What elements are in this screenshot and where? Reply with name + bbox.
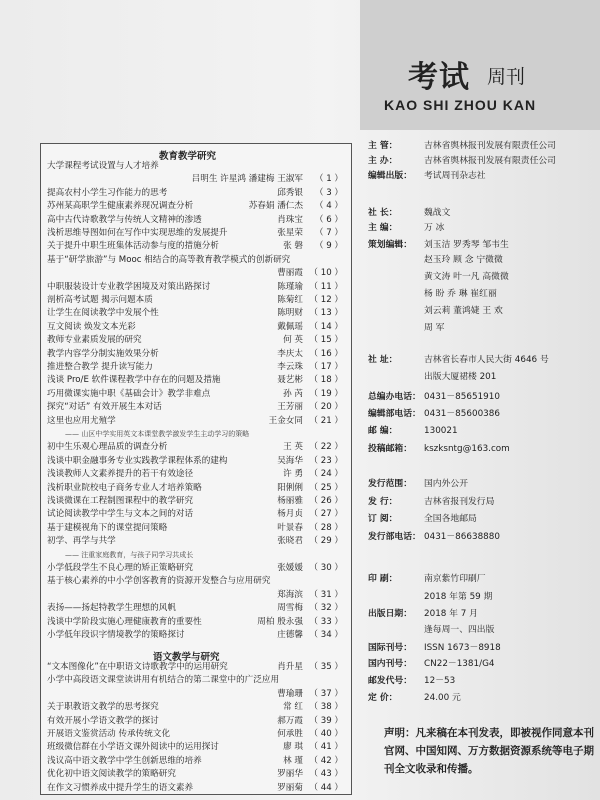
toc-title: 浅析思维导图如何在写作中实现思维的发展提升 <box>47 228 228 238</box>
info-value: 出版大厦裙楼 201 <box>424 372 497 382</box>
info-label: 国际刊号： <box>368 643 412 653</box>
toc-page-number: （ 32 ） <box>309 603 343 614</box>
toc-page-number: （ 25 ） <box>309 482 343 493</box>
toc-title: 苏州某高职学生健康素养现况调查分析 <box>47 201 194 212</box>
toc-authors: 肖珠宝 <box>277 214 303 225</box>
toc-authors: 陈菊红 <box>277 295 303 305</box>
toc-page-number: （ 12 ） <box>309 295 343 305</box>
toc-entry <box>47 576 343 586</box>
info-value: 全国各地邮局 <box>424 514 477 524</box>
toc-page-number: （ 10 ） <box>309 268 343 279</box>
toc-entry <box>47 416 343 426</box>
toc-page-number: （ 33 ） <box>309 616 343 627</box>
info-value: 逢每周一、四出版 <box>424 625 495 635</box>
magazine-title: 考试 <box>408 60 470 95</box>
toc-page-number: （ 40 ） <box>309 729 343 739</box>
info-value: ISSN 1673－8918 <box>424 643 501 653</box>
toc-title: 大学课程考试设置与人才培养 <box>47 161 159 171</box>
toc-title: 基于建模视角下的课堂提问策略 <box>47 522 168 533</box>
toc-title: 小学低年段识字情境教学的策略探讨 <box>47 630 185 640</box>
toc-page-number: （ 19 ） <box>309 388 343 399</box>
toc-authors: 吴海华 <box>277 455 303 466</box>
info-label: 总编办电话： <box>368 392 421 402</box>
info-value: 周 军 <box>424 323 445 333</box>
toc-authors: 郑海滨 <box>277 589 303 600</box>
toc-entry <box>47 442 343 452</box>
info-label: 主 办： <box>368 156 398 166</box>
toc-authors: 陈瑾瑜 <box>277 281 303 292</box>
toc-title: 互文阅读 焕发文本光彩 <box>47 321 136 332</box>
info-value: 24.00 元 <box>424 693 461 703</box>
toc-authors: 戴佩瑶 <box>277 321 303 332</box>
toc-title: —— 山区中学实用英文本课堂教学激发学生主动学习的策略 <box>65 430 250 438</box>
toc-authors: 罗丽菊 <box>277 782 303 793</box>
toc-entry <box>47 456 343 466</box>
info-row <box>368 529 500 542</box>
info-label: 编辑出版： <box>368 171 412 181</box>
toc-title: 关于提升中职生班集体活动参与度的措施分析 <box>47 241 219 252</box>
toc-page-number: （ 41 ） <box>309 742 343 753</box>
info-value: 吉林省舆林报刊发展有限责任公司 <box>424 156 556 166</box>
toc-title: 浅议高中语文教学中学生创新思维的培养 <box>47 755 202 766</box>
toc-page-number: （ 13 ） <box>309 308 343 319</box>
toc-entry <box>47 349 343 359</box>
info-value: 国内外公开 <box>424 479 468 489</box>
info-value: 万 冰 <box>424 223 445 233</box>
toc-title: “文本图像化”在中职语文诗歌教学中的运用研究 <box>47 662 228 672</box>
toc-title: 有效开展小学语文教学的探讨 <box>47 715 159 726</box>
toc-authors: 曹瑜珊 <box>277 688 303 699</box>
toc-entry <box>47 617 343 627</box>
info-label: 投稿邮箱： <box>368 444 412 454</box>
magazine-subtitle: 周刊 <box>487 66 526 88</box>
toc-page-number: （ 20 ） <box>309 402 343 413</box>
info-label: 国内刊号： <box>368 659 412 669</box>
toc-entry <box>47 241 343 251</box>
toc-entry <box>47 282 343 292</box>
info-row <box>368 205 450 218</box>
toc-page-number: （ 4 ） <box>314 201 343 212</box>
toc-title: 小学中高段语文课堂读讲用有机结合的第二课堂中的广泛应用 <box>47 675 280 686</box>
toc-title: 浅谈微课在工程制图课程中的教学研究 <box>47 496 194 506</box>
toc-entry <box>47 742 343 752</box>
toc-title: 表扬——扬起特教学生理想的风帆 <box>47 603 176 614</box>
toc-title: 基于“研学旅游”与 Mooc 相结合的高等教育教学模式的创新研究 <box>47 254 291 265</box>
info-row <box>368 269 509 282</box>
info-value: 黄文涛 叶一凡 高微微 <box>424 272 509 282</box>
info-label: 社 址： <box>368 355 398 365</box>
info-row <box>368 622 494 635</box>
toc-authors: 李云珠 <box>277 362 303 372</box>
toc-title: 浅谈教师人文素养提升的若干有效途径 <box>47 469 194 480</box>
info-value: 考试周刊杂志社 <box>424 171 486 181</box>
toc-page-number: （ 27 ） <box>309 509 343 520</box>
toc-title: 中职服装设计专业教学困境及对策出路探讨 <box>47 281 211 292</box>
toc-entry <box>47 523 343 533</box>
toc-page-number: （ 29 ） <box>309 536 343 547</box>
toc-authors: 肖升星 <box>277 662 303 672</box>
toc-authors: 王芳丽 <box>277 402 303 413</box>
table-of-contents <box>40 143 352 795</box>
toc-authors: 曹丽霞 <box>277 268 303 279</box>
toc-title: 小学低段学生不良心理的矫正策略研究 <box>47 563 194 573</box>
toc-title: 基于核心素养的中小学创客教育的资源开发整合与应用研究 <box>47 576 271 587</box>
toc-entry <box>47 469 343 479</box>
toc-title: 关于职教语文教学的思考探究 <box>47 702 159 713</box>
info-label: 出版日期： <box>368 609 412 619</box>
toc-authors: 叶景春 <box>277 522 303 533</box>
toc-authors: 何 英 <box>283 335 303 346</box>
toc-entry <box>47 675 343 685</box>
toc-page-number: （ 3 ） <box>314 187 343 198</box>
toc-title: 提高农村小学生习作能力的思考 <box>47 187 168 198</box>
toc-entry <box>47 563 343 573</box>
toc-entry <box>47 630 343 640</box>
info-label: 主 管： <box>368 141 398 151</box>
info-row <box>368 673 455 686</box>
toc-page-number: （ 18 ） <box>309 375 343 386</box>
info-row <box>368 511 477 524</box>
toc-title: —— 注重家庭教育，与孩子同学习共成长 <box>65 550 194 559</box>
toc-entry <box>47 389 343 399</box>
toc-page-number: （ 37 ） <box>309 688 343 699</box>
toc-page-number: （ 23 ） <box>309 455 343 466</box>
toc-page-number: （ 17 ） <box>309 362 343 372</box>
info-label: 邮发代号： <box>368 676 412 686</box>
toc-title: 教师专业素质发展的研究 <box>47 335 142 346</box>
toc-entry <box>47 308 343 318</box>
section-heading-chinese: 语文教学与研究 <box>153 652 220 663</box>
info-value: 杨 盼 乔 琳 崔红丽 <box>424 289 497 299</box>
toc-page-number: （ 43 ） <box>309 769 343 780</box>
toc-authors: 李庆太 <box>277 348 303 359</box>
toc-page-number: （ 30 ） <box>309 563 343 573</box>
toc-page-number: （ 24 ） <box>309 469 343 480</box>
toc-authors: 王 英 <box>283 442 303 453</box>
info-row <box>368 138 556 151</box>
toc-entry <box>47 255 343 265</box>
toc-title: 巧用微课实施中职《基础会计》教学非难点 <box>47 388 211 399</box>
toc-authors: 庄德馨 <box>277 630 303 640</box>
toc-authors: 苏春娟 潘仁杰 <box>248 201 303 212</box>
toc-page-number: （ 14 ） <box>309 321 343 332</box>
toc-page-number: （ 16 ） <box>309 348 343 359</box>
toc-page-number: （ 39 ） <box>309 715 343 726</box>
info-label: 订 阅： <box>368 514 398 524</box>
toc-authors: 王金女同 <box>268 415 303 426</box>
info-value: 12－53 <box>424 676 456 686</box>
info-row <box>368 406 500 419</box>
toc-authors: 郝万霞 <box>277 715 303 726</box>
toc-authors: 孙 芮 <box>283 388 303 399</box>
toc-page-number: （ 22 ） <box>309 442 343 453</box>
toc-title: 让学生在阅读教学中发展个性 <box>47 308 159 319</box>
toc-page-number: （ 35 ） <box>309 662 343 672</box>
info-value: 吉林省报刊发行局 <box>424 497 495 507</box>
info-value: 赵玉玲 顾 念 宁微微 <box>424 255 503 265</box>
info-label: 主 编： <box>368 223 398 233</box>
toc-title: 这里也应用尤殖学 <box>47 415 116 426</box>
toc-authors: 张晓君 <box>277 536 303 547</box>
info-label: 印 刷： <box>368 574 398 584</box>
toc-title: 初学、再学与共学 <box>47 536 116 547</box>
info-value: 刘云莉 董鸿婕 王 欢 <box>424 306 503 316</box>
toc-title: 教学内容学分制实施效果分析 <box>47 348 159 359</box>
toc-title: 初中生乐观心理品质的调查分析 <box>47 442 168 453</box>
toc-entry <box>47 335 343 345</box>
toc-entry <box>47 215 343 225</box>
info-row <box>368 423 458 436</box>
info-row <box>368 389 500 402</box>
toc-authors: 张 磐 <box>283 241 303 252</box>
toc-entry <box>47 509 343 519</box>
magazine-pinyin: KAO SHI ZHOU KAN <box>384 97 537 113</box>
toc-authors: 邱秀银 <box>277 187 303 198</box>
info-label: 发 行： <box>368 497 398 507</box>
toc-title: 试论阅读教学中学生与文本之间的对话 <box>47 509 194 520</box>
info-row <box>368 476 468 489</box>
section-heading-teaching: 教育教学研究 <box>159 151 217 162</box>
toc-entry <box>47 322 343 332</box>
info-value: 2018 年第 59 期 <box>424 592 493 602</box>
toc-entry <box>47 550 343 560</box>
info-row <box>368 320 444 333</box>
toc-entry <box>47 201 343 211</box>
toc-title: 优化初中语文阅读教学的策略研究 <box>47 769 176 780</box>
toc-entry <box>47 228 343 238</box>
toc-page-number: （ 28 ） <box>309 522 343 533</box>
toc-authors: 周雪梅 <box>277 603 303 614</box>
toc-entry <box>47 603 343 613</box>
info-value: 0431－85600386 <box>424 409 500 419</box>
info-value: kszksntg@163.com <box>424 444 510 454</box>
info-row <box>368 369 496 382</box>
info-row <box>368 441 510 454</box>
info-value: 魏战文 <box>424 208 451 218</box>
toc-page-number: （ 9 ） <box>314 241 343 252</box>
info-row <box>368 352 549 365</box>
toc-authors: 常 红 <box>283 702 303 713</box>
toc-entry <box>47 769 343 779</box>
info-value: 吉林省舆林报刊发展有限责任公司 <box>424 141 556 151</box>
toc-authors: 聂艺彬 <box>277 375 303 386</box>
toc-page-number: （ 31 ） <box>309 589 343 600</box>
info-row <box>368 640 501 653</box>
info-row <box>368 286 497 299</box>
info-value: 0431－85651910 <box>424 392 500 402</box>
info-label: 发行范围： <box>368 479 412 489</box>
toc-authors: 阳俐俐 <box>277 482 303 493</box>
toc-title: 班级微信群在小学语文课外阅读中的运用探讨 <box>47 742 219 753</box>
toc-authors: 林 瑾 <box>283 755 303 766</box>
toc-authors: 周柏 殷永强 <box>257 616 303 627</box>
toc-entry <box>47 161 343 171</box>
toc-entry <box>47 295 343 305</box>
info-row <box>368 153 556 166</box>
info-label: 发行部电话： <box>368 532 421 542</box>
info-value: 吉林省长春市人民大街 4646 号 <box>424 355 549 365</box>
toc-entry <box>47 362 343 372</box>
info-row <box>368 303 503 316</box>
toc-title: 浅谈中学阶段实施心理健康教育的重要性 <box>47 616 202 627</box>
toc-entry <box>47 783 343 793</box>
info-row <box>368 606 478 619</box>
toc-title: 浅谈 Pro/E 软件课程教学中存在的问题及措施 <box>47 375 221 386</box>
info-row <box>368 252 503 265</box>
info-row <box>368 494 494 507</box>
toc-entry <box>47 402 343 412</box>
info-value: CN22－1381/G4 <box>424 659 495 669</box>
toc-authors: 陈明财 <box>277 308 303 319</box>
toc-authors: 张星荣 <box>277 228 303 238</box>
toc-title: 在作文习惯养成中提升学生的语文素养 <box>47 782 194 793</box>
info-row <box>368 571 486 584</box>
info-value: 130021 <box>424 426 458 436</box>
info-row <box>368 690 461 703</box>
toc-title: 高中古代诗歌教学与传统人文精神的渗透 <box>47 214 202 225</box>
toc-entry <box>47 496 343 506</box>
toc-authors: 吕明生 许星鸿 潘建梅 王淑军 <box>191 174 303 185</box>
toc-entry <box>47 729 343 739</box>
toc-authors: 许 勇 <box>283 469 303 480</box>
toc-page-number: （ 44 ） <box>309 782 343 793</box>
toc-entry <box>47 756 343 766</box>
toc-entry <box>47 536 343 546</box>
toc-entry <box>47 716 343 726</box>
toc-title: 推进整合教学 提升读写能力 <box>47 362 153 372</box>
info-value: 南京紫竹印刷厂 <box>424 574 486 584</box>
toc-page-number: （ 6 ） <box>314 214 343 225</box>
info-value: 0431－86638880 <box>424 532 500 542</box>
toc-authors: 廖 琪 <box>283 742 303 753</box>
info-row <box>368 589 492 602</box>
toc-page-number: （ 38 ） <box>309 702 343 713</box>
toc-authors: 罗丽华 <box>277 769 303 780</box>
info-row <box>368 168 486 181</box>
copyright-notice: 声明：凡来稿在本刊发表，即被视作同意本刊官网、中国知网、万方数据资源系统等电子期刊全文收录和传播。 <box>384 727 594 775</box>
toc-page-number: （ 26 ） <box>309 496 343 506</box>
info-row <box>368 237 509 250</box>
toc-title: 浅析职业院校电子商务专业人才培养策略 <box>47 482 202 493</box>
toc-entry <box>47 662 343 672</box>
toc-page-number: （ 15 ） <box>309 335 343 346</box>
info-value: 2018 年 7 月 <box>424 609 478 619</box>
toc-page-number: （ 1 ） <box>314 174 343 185</box>
toc-title: 开展语文鉴赏活动 传承传统文化 <box>47 729 171 739</box>
toc-title: 剖析高考试题 揭示问题本质 <box>47 295 153 305</box>
toc-authors: 杨月贞 <box>277 509 303 520</box>
toc-entry <box>47 429 343 439</box>
info-row <box>368 220 444 233</box>
info-label: 邮 编： <box>368 426 398 436</box>
toc-page-number: （ 34 ） <box>309 630 343 640</box>
toc-title: 探究“对话” 有效开展生本对话 <box>47 402 162 413</box>
toc-page-number: （ 21 ） <box>309 415 343 426</box>
toc-entry <box>47 702 343 712</box>
info-row <box>368 656 494 669</box>
toc-authors: 何承胜 <box>277 729 303 739</box>
toc-title: 浅谈中职金融事务专业实践教学课程体系的建构 <box>47 455 228 466</box>
toc-entry <box>47 375 343 385</box>
toc-page-number: （ 42 ） <box>309 755 343 766</box>
toc-page-number: （ 7 ） <box>314 228 343 238</box>
info-label: 编辑部电话： <box>368 409 421 419</box>
info-label: 社 长： <box>368 208 398 218</box>
toc-page-number: （ 11 ） <box>309 281 343 292</box>
info-label: 策划编辑： <box>368 240 412 250</box>
toc-authors: 张媛媛 <box>277 563 303 573</box>
toc-entry <box>47 483 343 493</box>
info-label: 定 价： <box>368 693 398 703</box>
toc-entry <box>47 188 343 198</box>
info-value: 刘玉洁 罗秀琴 邹韦生 <box>424 240 509 250</box>
toc-authors: 杨丽雅 <box>277 496 303 506</box>
